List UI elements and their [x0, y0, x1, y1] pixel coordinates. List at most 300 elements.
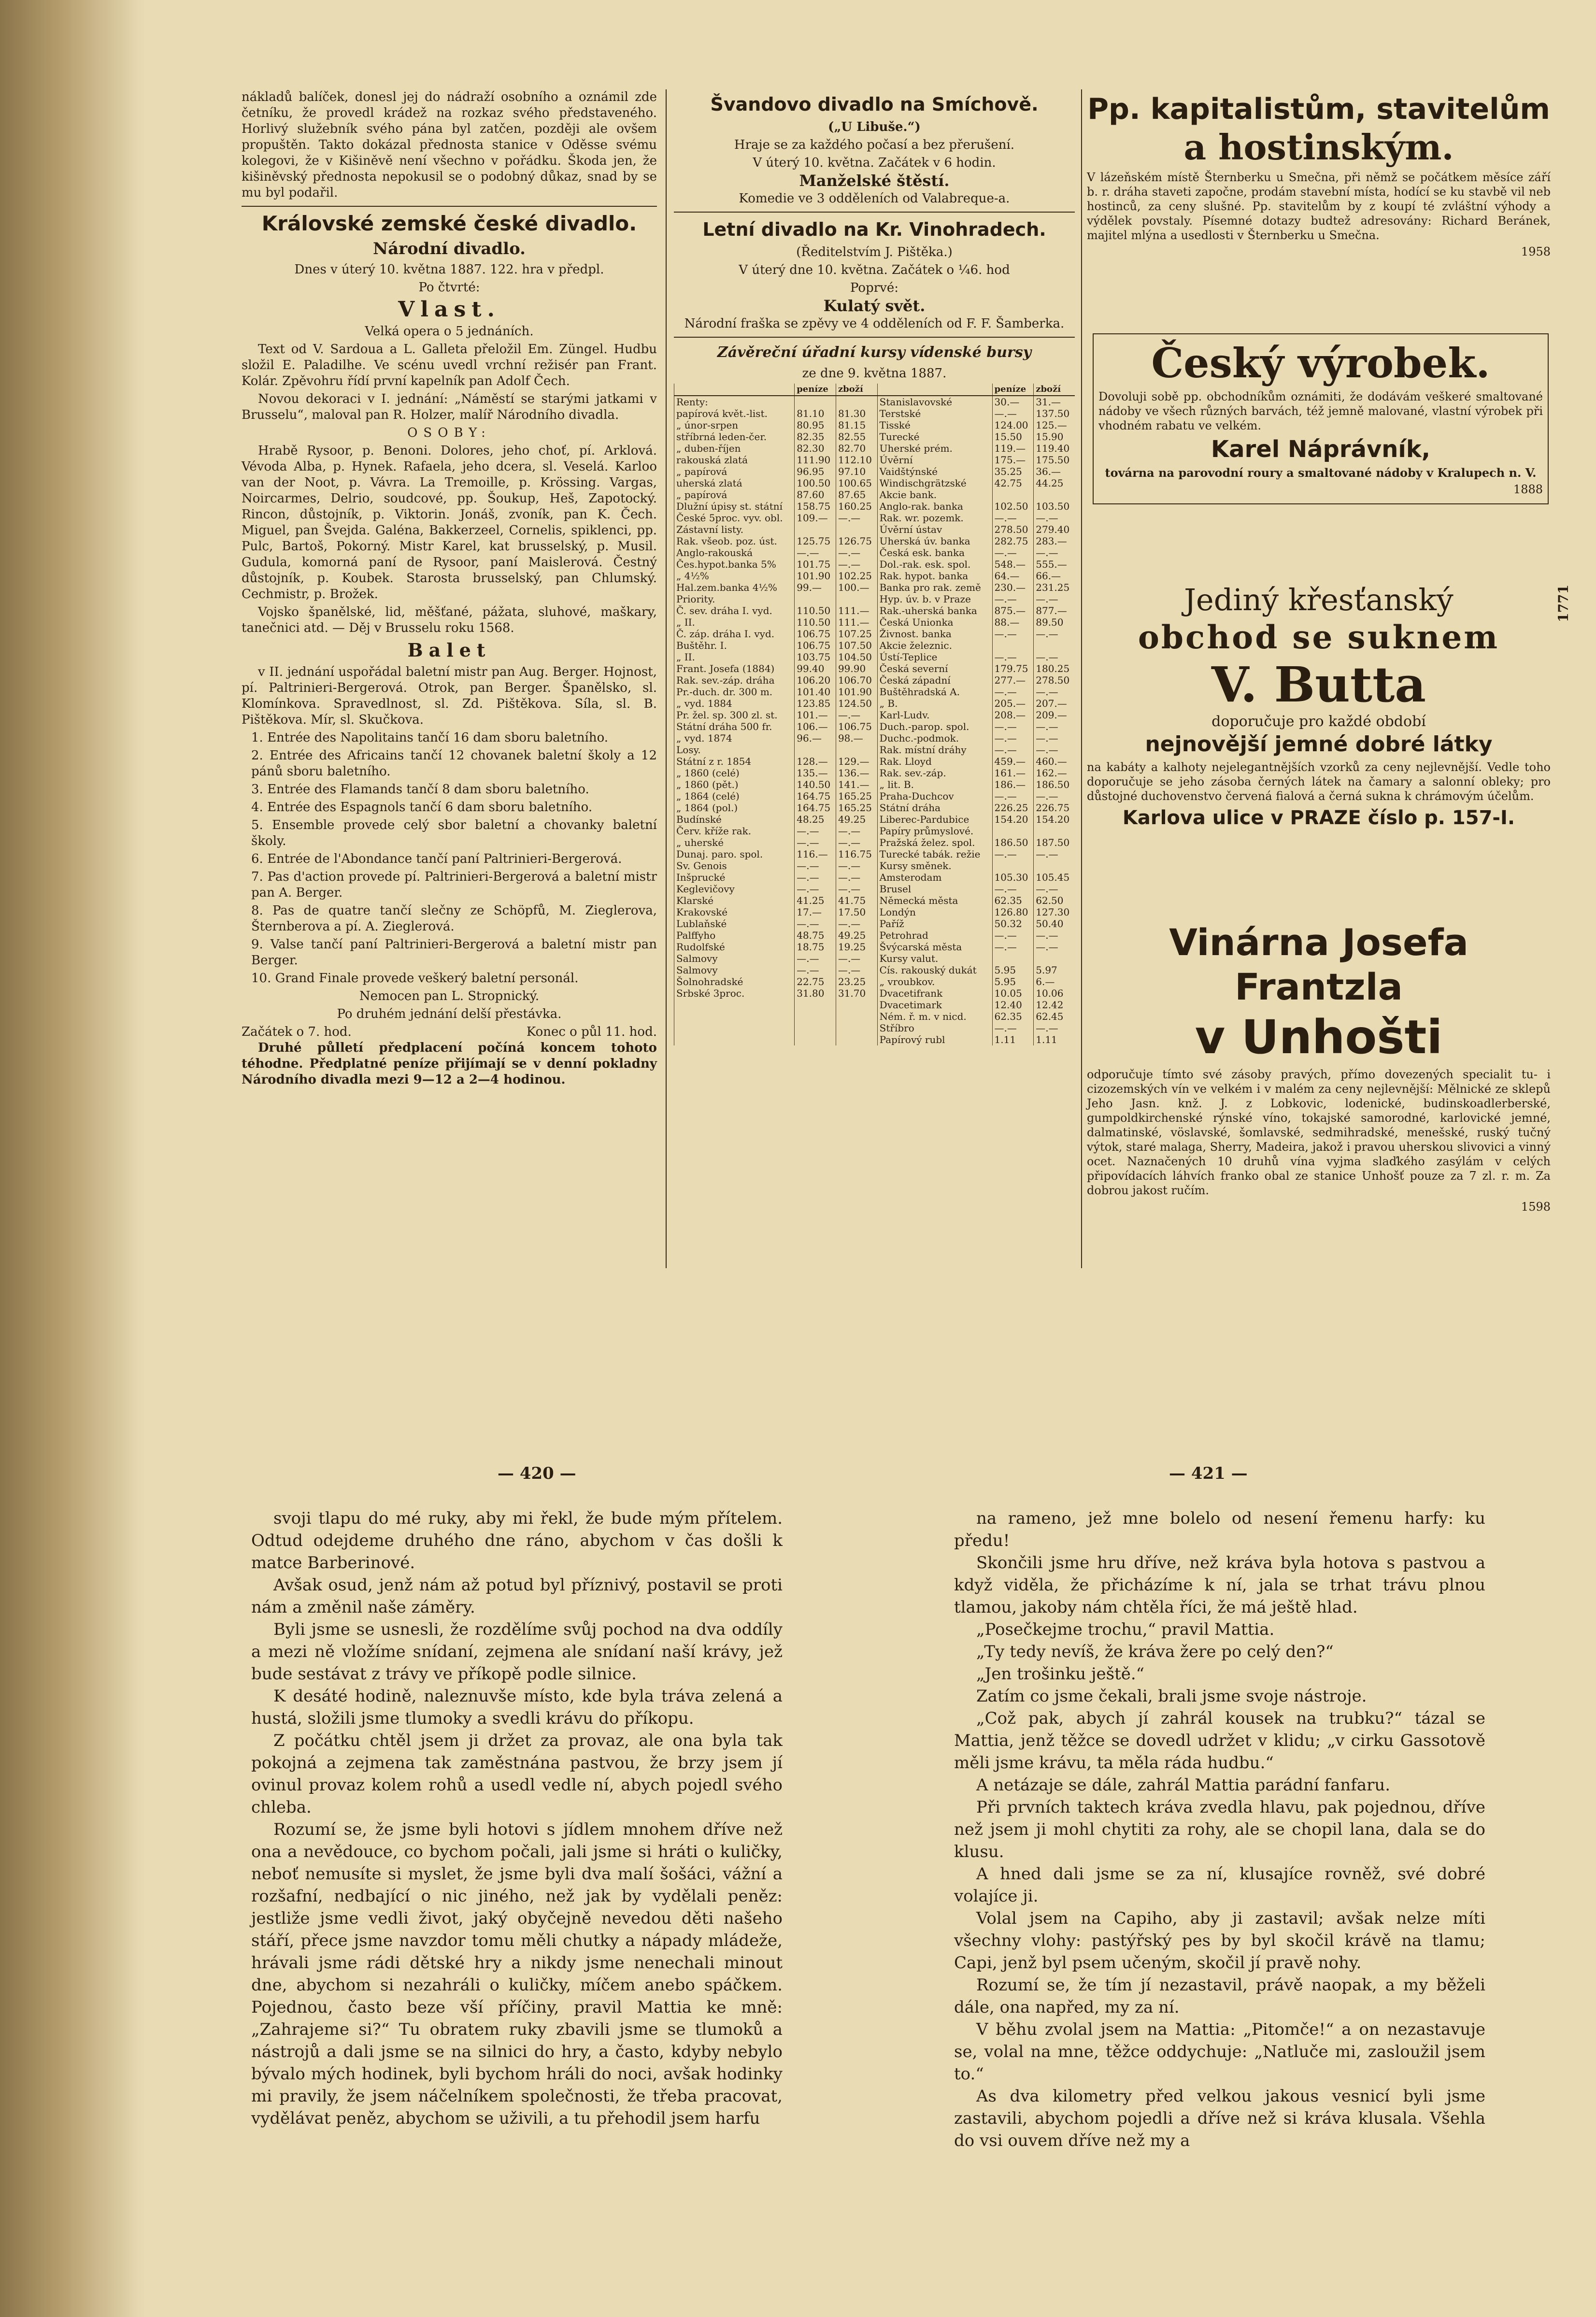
table-cell — [674, 1011, 795, 1022]
table-row — [674, 906, 1075, 918]
table-cell: Palffyho — [674, 930, 795, 941]
table-row — [674, 489, 1075, 501]
table-cell: 82.70 — [836, 443, 877, 454]
table-cell — [795, 744, 836, 756]
table-cell: Duch.-parop. spol. — [877, 721, 992, 732]
table-cell: 17.— — [795, 906, 836, 918]
table-cell: „ 4½% — [674, 570, 795, 582]
table-cell: 123.85 — [795, 698, 836, 709]
table-cell — [836, 744, 877, 756]
table-row — [674, 651, 1075, 663]
table-cell: 106.75 — [836, 721, 877, 732]
table-cell: 186.50 — [1034, 779, 1075, 790]
table-cell: 175.— — [992, 454, 1034, 466]
table-cell: 282.75 — [992, 535, 1034, 547]
table-cell: Keglevičovy — [674, 883, 795, 895]
table-cell: 164.75 — [795, 802, 836, 814]
table-cell: Čes.hypot.banka 5% — [674, 558, 795, 570]
table-cell: Rak.-uherská banka — [877, 605, 992, 616]
table-cell: Česká Unionka — [877, 616, 992, 628]
table-cell: 175.50 — [1034, 454, 1075, 466]
paragraph: Avšak osud, jenž nám až potud byl příznivý, postavil se proti nám a změnil naše záměry. — [251, 1575, 783, 1617]
table-row — [674, 987, 1075, 999]
ad2-factory: továrna na parovodní roury a smaltované nádoby v Kralupech n. V. — [1105, 466, 1537, 480]
table-row — [674, 709, 1075, 721]
table-row — [674, 443, 1075, 454]
table-row — [674, 396, 1075, 408]
table-cell: 111.— — [836, 605, 877, 616]
table-cell: Dlužní úpisy st. státní — [674, 501, 795, 512]
table-cell: Kursy valut. — [877, 953, 992, 964]
table-cell: —.— — [992, 721, 1034, 732]
table-cell: 49.25 — [836, 814, 877, 825]
table-cell: „ 1860 (pět.) — [674, 779, 795, 790]
table-cell: „ II. — [674, 651, 795, 663]
table-cell: —.— — [795, 837, 836, 848]
paragraph: A hned dali jsme se za ní, klusajíce rovněž, své dobré volajíce ji. — [954, 1864, 1485, 1906]
table-cell: 186.50 — [992, 837, 1034, 848]
table-row — [674, 686, 1075, 698]
table-cell: 106.70 — [836, 674, 877, 686]
news-fragment: nákladů balíček, donesl jej do nádraží osobního a oznámil zde četníku, že provedl krádež na rozkaz svého představeného. Horlivý služebník svého pána byl zatčen, později ale ovšem propuštěn. Takto dokázal přednosta stanice v Oděsse svému kolegovi, že v Kišiněvě není všechno v pořádku. Škoda jen, že kišiněvský přednosta nepokusil se o podobný důkaz, snad by se mu byl podařil. — [242, 90, 657, 200]
table-cell: Londýn — [877, 906, 992, 918]
osoby-text: Hrabě Rysoor, p. Benoni. Dolores, jeho choť, pí. Arklová. Vévoda Alba, p. Hynek. Rafaela, jeho dcera, sl. Veselá. Karloo van der Noot, p. Vávra. La Tremoille, p. Krössing. Vargas, Noircarmes, Delrio, soudcové, pp. Šoukup, Heš, Zapotocký. Rincon, důstojník, p. Viktorin. Jonáš, zvoník, pan K. Čech. Miguel, pan Švejda. Galéna, Bakkerzeel, Cornelis, spiklenci, pp. Pulc, Bartoš, Pokorný. Mistr Karel, kat brusselský, p. Musil. Gudula, komorná paní de Rysoor, paní Maislerová. Čestný důstojník, p. Koubek. Starosta brusselský, pan Chlumský. Cechmistr, p. Brožek. — [242, 443, 657, 601]
table-cell: 226.25 — [992, 802, 1034, 814]
table-cell: 279.40 — [1034, 524, 1075, 535]
table-cell: 283.— — [1034, 535, 1075, 547]
table-cell: „ papírová — [674, 489, 795, 501]
table-cell: Paříž — [877, 918, 992, 930]
credits: Text od V. Sardoua a L. Galleta přeložil Em. Züngel. Hudbu složil E. Paladilhe. Ve scénu uvedl vrchní režisér pan Frant. Kolár. Zpěvohru řídí první kapelník pan Adolf Čech. — [242, 342, 657, 388]
table-cell: Losy. — [674, 744, 795, 756]
poprve: Poprvé: — [850, 281, 898, 295]
table-row — [674, 663, 1075, 674]
table-cell: Turecké — [877, 431, 992, 443]
table-cell: Ném. ř. m. v nicd. — [877, 1011, 992, 1022]
table-cell: Česká západní — [877, 674, 992, 686]
table-cell: Duchc.-podmok. — [877, 732, 992, 744]
ad2-text: Dovoluji sobě pp. obchodníkům oznámiti, že dodávám veškeré smaltované nádoby ve všech různých barvách, též jemně malované, vlastní výrobek při vhodném rabatu ve velkém. — [1098, 390, 1543, 432]
table-cell: —.— — [795, 918, 836, 930]
paragraph: Zatím co jsme čekali, brali jsme svoje nástroje. — [976, 1687, 1367, 1706]
zacatek: Začátek o 7. hod. — [242, 1025, 352, 1039]
paragraph: V běhu zvolal jsem na Mattia: „Pitomče!“ a on nezastavuje se, volal na mne, těžce oddychuje: „Natluče mi, zasloužil jsem to.“ — [954, 2020, 1485, 2084]
table-cell: „ 1864 (pol.) — [674, 802, 795, 814]
table-cell: —.— — [992, 941, 1034, 953]
table-cell: 87.65 — [836, 489, 877, 501]
ad4-text: odporučuje tímto své zásoby pravých, přímo dovezených specialit tu- i cizozemských vín ve velkém i v malém za ceny nejlevnější: Mělnické ze sklepů Jeho Jasn. knž. J. z Lobkovic, lodenické, budinskoadlerberské, gumpoldkirchenské rýnské víno, tokajské samorodné, karlovické jemné, dalmatinské, vöslavské, šomlavské, sedmihradské, menešské, ruský tučný výtok, staré malaga, Sherry, Madeira, jakož i pravou uherskou slivovici a vinný ocet. Naznačených 10 druhů vína vyjma slaďkého zasýlám v celých připovídacích láhvích franko obal ze stanice Unhošť pouze za 7 zl. r. m. Za dobrou jakost ručím. — [1087, 1068, 1551, 1197]
table-cell: —.— — [1034, 941, 1075, 953]
times-row — [242, 1024, 657, 1040]
table-cell: Č. záp. dráha I. vyd. — [674, 628, 795, 640]
table-row — [674, 767, 1075, 779]
table-cell: 19.25 — [836, 941, 877, 953]
table-cell: 103.50 — [1034, 501, 1075, 512]
vojsko: Vojsko španělské, lid, měšťané, pážata, sluhové, maškary, tanečnici atd. — Děj v Brusselu roku 1568. — [242, 605, 657, 635]
table-cell: —.— — [992, 883, 1034, 895]
ad4-no: 1598 — [1521, 1200, 1551, 1214]
kursy-title: Závěreční úřadní kursy vídenské bursy — [717, 344, 1032, 361]
table-cell: 278.50 — [1034, 674, 1075, 686]
table-row — [674, 953, 1075, 964]
table-cell: Vaidštýnské — [877, 466, 992, 477]
table-cell: —.— — [795, 964, 836, 976]
table-row — [674, 593, 1075, 605]
table-cell: Rak. sev.-záp. dráha — [674, 674, 795, 686]
table-cell — [992, 860, 1034, 872]
table-cell: Salmovy — [674, 953, 795, 964]
play-title: Vlast. — [398, 297, 500, 322]
table-cell: 460.— — [1034, 756, 1075, 767]
table-cell: 81.30 — [836, 408, 877, 419]
table-row — [674, 570, 1075, 582]
column-rule — [666, 89, 667, 1268]
smichov-play: Manželské štěstí. — [799, 172, 950, 190]
table-cell: 23.25 — [836, 976, 877, 987]
ad3-side-no: 1771 — [1555, 585, 1571, 622]
table-row — [674, 1022, 1075, 1034]
table-cell — [1034, 489, 1075, 501]
smichov-title: Švandovo divadlo na Smíchově. — [710, 94, 1039, 115]
table-cell — [674, 999, 795, 1011]
table-cell: Brusel — [877, 883, 992, 895]
table-cell: —.— — [992, 686, 1034, 698]
table-cell — [795, 999, 836, 1011]
table-row — [674, 883, 1075, 895]
table-cell: 119.— — [992, 443, 1034, 454]
table-cell: „ II. — [674, 616, 795, 628]
smichov-genre: Komedie ve 3 odděleních od Valabreque-a. — [739, 191, 1010, 206]
table-cell: 103.75 — [795, 651, 836, 663]
table-cell: 162.— — [1034, 767, 1075, 779]
table-cell: —.— — [992, 651, 1034, 663]
table-cell — [674, 1034, 795, 1045]
table-cell — [795, 593, 836, 605]
table-cell: —.— — [836, 918, 877, 930]
table-cell: Karl-Ludv. — [877, 709, 992, 721]
table-cell: Cís. rakouský dukát — [877, 964, 992, 976]
table-cell: —.— — [1034, 721, 1075, 732]
table-cell — [836, 1011, 877, 1022]
balet-item: 5. Ensemble provede celý sbor baletní a chovanky baletní školy. — [251, 818, 657, 848]
table-cell: 136.— — [836, 767, 877, 779]
table-cell: stříbrná leden-čer. — [674, 431, 795, 443]
table-row — [674, 941, 1075, 953]
table-row — [674, 790, 1075, 802]
table-cell: Krakovské — [674, 906, 795, 918]
balet-item: 3. Entrée des Flamands tančí 8 dam sboru baletního. — [251, 782, 589, 797]
table-cell: 278.50 — [992, 524, 1034, 535]
ad-cesky-vyrobek — [1093, 333, 1549, 504]
table-cell: Srbské 3proc. — [674, 987, 795, 999]
table-cell: 277.— — [992, 674, 1034, 686]
paragraph: Volal jsem na Capiho, aby ji zastavil; avšak nelze míti všechny vlohy: pastýřský pes by byl skočil krávě na tlamu; Capi, jenž byl psem učeným, skočil jí pravě nohy. — [954, 1909, 1485, 1973]
table-cell — [1034, 953, 1075, 964]
table-cell: 62.35 — [992, 895, 1034, 906]
table-cell — [1034, 860, 1075, 872]
paragraph: Rozumí se, že tím jí nezastavil, právě naopak, a my běželi dále, ona napřed, my za ní. — [954, 1975, 1485, 2017]
table-cell: 104.50 — [836, 651, 877, 663]
theatre-subtitle: Národní divadlo. — [372, 239, 526, 258]
table-cell: —.— — [992, 512, 1034, 524]
table-cell: —.— — [836, 872, 877, 883]
table-cell: 42.75 — [992, 477, 1034, 489]
table-cell: 107.50 — [836, 640, 877, 651]
table-cell: Stříbro — [877, 1022, 992, 1034]
table-row — [674, 872, 1075, 883]
table-cell: —.— — [992, 732, 1034, 744]
table-cell — [836, 1022, 877, 1034]
table-cell: Uherská úv. banka — [877, 535, 992, 547]
table-cell — [795, 1022, 836, 1034]
table-cell: —.— — [992, 790, 1034, 802]
balet-item: 9. Valse tančí paní Paltrinieri-Bergerová a baletní mistr pan Berger. — [251, 937, 657, 968]
table-row — [674, 477, 1075, 489]
table-cell: —.— — [1034, 883, 1075, 895]
table-cell: „ 1864 (celé) — [674, 790, 795, 802]
table-cell: Lublaňské — [674, 918, 795, 930]
table-row — [674, 431, 1075, 443]
table-cell: Turecké tabák. režie — [877, 848, 992, 860]
table-row — [674, 501, 1075, 512]
theatre-title: Královské zemské české divadlo. — [261, 212, 637, 235]
table-cell: 555.— — [1034, 558, 1075, 570]
table-row — [674, 674, 1075, 686]
table-cell: Anglo-rakouská — [674, 547, 795, 558]
table-cell: papírová květ.-list. — [674, 408, 795, 419]
table-cell: 179.75 — [992, 663, 1034, 674]
table-cell: 31.— — [1034, 396, 1075, 408]
table-cell: Akcie bank. — [877, 489, 992, 501]
table-cell: „ papírová — [674, 466, 795, 477]
table-cell: 126.80 — [992, 906, 1034, 918]
table-cell: —.— — [1034, 686, 1075, 698]
ad3-address: Karlova ulice v PRAZE číslo p. 157-I. — [1122, 807, 1515, 829]
table-cell: 106.75 — [795, 628, 836, 640]
smichov-text: Hraje se za každého počasí a bez přerušení. — [734, 138, 1015, 152]
ad1-title2: a hostinským. — [1183, 127, 1454, 168]
table-cell: 99.— — [795, 582, 836, 593]
table-cell: 165.25 — [836, 790, 877, 802]
table-cell: Sv. Genois — [674, 860, 795, 872]
table-cell: 137.50 — [1034, 408, 1075, 419]
table-cell: Salmovy — [674, 964, 795, 976]
table-cell: Úvěrní ústav — [877, 524, 992, 535]
table-cell: České 5proc. vyv. obl. — [674, 512, 795, 524]
table-cell: 5.95 — [992, 964, 1034, 976]
paragraph: Byli jsme se usnesli, že rozdělíme svůj pochod na dva oddíly a mezi ně vložíme snídaní, zejmena ale snídaní naší krávy, jež bude sestávat z trávy ve příkopě podle silnice. — [251, 1620, 783, 1684]
paragraph: „Ty tedy nevíš, že kráva žere po celý den?“ — [976, 1642, 1334, 1661]
table-cell: 31.80 — [795, 987, 836, 999]
table-header-cell — [877, 384, 992, 396]
ad1-text: V lázeňském místě Šternberku u Smečna, při němž se počátkem měsíce září b. r. dráha staveti započne, prodám stavební místa, hodící se ku stavbě vil neb hostinců, za ceny slušné. Pp. stavitelům by z koupí té zvláštní výhody a výdělek povstaly. Písemné dotazy budtež adresovány: Richard Beránek, majitel mlýna a usedlosti v Šternberku u Smečna. — [1087, 171, 1551, 242]
table-cell — [1034, 825, 1075, 837]
table-cell: 110.50 — [795, 616, 836, 628]
table-cell: 62.45 — [1034, 1011, 1075, 1022]
table-header-cell: zboží — [836, 384, 877, 396]
divider — [242, 206, 657, 207]
paragraph: Skončili jsme hru dříve, než kráva byla hotova s pastvou a když viděla, že přicházíme k ní, jala se trhat trávu plnou tlamou, jakoby nám chtěla říci, že má ještě hlad. — [954, 1553, 1485, 1617]
ad3-line1: Jediný křesťanský — [1184, 582, 1454, 617]
table-cell: 48.75 — [795, 930, 836, 941]
table-cell: Rudolfské — [674, 941, 795, 953]
table-cell: 161.— — [992, 767, 1034, 779]
column-rule — [1081, 89, 1082, 1268]
ad4-title1: Vinárna Josefa Frantzla — [1169, 921, 1468, 1008]
table-cell: 124.50 — [836, 698, 877, 709]
table-cell: —.— — [836, 837, 877, 848]
table-cell: Banka pro rak. země — [877, 582, 992, 593]
vinohrady-play: Kulatý svět. — [823, 297, 926, 315]
table-cell: Budínské — [674, 814, 795, 825]
table-cell: 22.75 — [795, 976, 836, 987]
table-row — [674, 732, 1075, 744]
right-body-text — [954, 1507, 1485, 2152]
table-row — [674, 976, 1075, 987]
ad2-name: Karel Náprávník, — [1211, 436, 1431, 463]
nemocen: Nemocen pan L. Stropnický. — [359, 989, 540, 1003]
table-cell: 548.— — [992, 558, 1034, 570]
decoration: Novou dekoraci v I. jednání: „Náměstí se starými jatkami v Brusselu“, maloval pan R. Holzer, malíř Národního divadla. — [242, 392, 657, 422]
table-row — [674, 744, 1075, 756]
table-row — [674, 1034, 1075, 1045]
table-cell: Renty: — [674, 396, 795, 408]
table-cell: —.— — [795, 825, 836, 837]
table-cell: „ únor-srpen — [674, 419, 795, 431]
table-cell: 124.00 — [992, 419, 1034, 431]
table-cell: Petrohrad — [877, 930, 992, 941]
table-cell — [795, 1034, 836, 1045]
table-cell: Inšprucké — [674, 872, 795, 883]
table-cell: Frant. Josefa (1884) — [674, 663, 795, 674]
table-row — [674, 547, 1075, 558]
table-cell: Dol.-rak. esk. spol. — [877, 558, 992, 570]
table-cell: Buštěhr. I. — [674, 640, 795, 651]
table-cell: —.— — [992, 744, 1034, 756]
table-cell: —.— — [836, 825, 877, 837]
table-row — [674, 825, 1075, 837]
table-cell: Dvacetimark — [877, 999, 992, 1011]
table-cell — [795, 396, 836, 408]
table-row — [674, 918, 1075, 930]
table-cell: 230.— — [992, 582, 1034, 593]
table-cell: 165.25 — [836, 802, 877, 814]
table-cell: Úvěrní — [877, 454, 992, 466]
paragraph: „Posečkejme trochu,“ pravil Mattia. — [976, 1620, 1275, 1639]
table-cell: 99.40 — [795, 663, 836, 674]
predplaceni: Druhé půlletí předplacení počíná koncem tohoto téhodne. Předplatné peníze přijímají se v denní pokladny Národního divadla mezi 9—12 a 2—4 hodinou. — [242, 1041, 657, 1087]
paragraph: svoji tlapu do mé ruky, aby mi řekl, že bude mým přítelem. Odtud odejdeme druhého dne ráno, abychom v čas došli k matce Barberinové. — [251, 1509, 783, 1573]
table-cell: 1.11 — [992, 1034, 1034, 1045]
osoby-head: OSOBY: — [407, 426, 491, 440]
table-cell: Státní dráha 500 fr. — [674, 721, 795, 732]
table-cell: 62.35 — [992, 1011, 1034, 1022]
table-cell: „ vyd. 1874 — [674, 732, 795, 744]
table-cell: rakouská zlatá — [674, 454, 795, 466]
balet-item: 4. Entrée des Espagnols tančí 6 dam sboru baletního. — [251, 800, 593, 815]
divider — [674, 212, 1075, 213]
konec: Konec o půl 11. hod. — [526, 1025, 657, 1039]
table-row — [674, 698, 1075, 709]
table-row — [674, 964, 1075, 976]
table-cell: 81.15 — [836, 419, 877, 431]
table-cell: 127.30 — [1034, 906, 1075, 918]
table-cell: 106.20 — [795, 674, 836, 686]
table-cell: 82.55 — [836, 431, 877, 443]
table-cell: 89.50 — [1034, 616, 1075, 628]
paragraph: Při prvních taktech kráva zvedla hlavu, pak pojednou, dříve než jsem ji mohl chytiti za rohy, ale se chopil lana, dala se do klusu. — [954, 1798, 1485, 1861]
table-cell: —.— — [1034, 1022, 1075, 1034]
table-cell: 116.— — [795, 848, 836, 860]
table-cell: 102.50 — [992, 501, 1034, 512]
table-cell: Zástavní listy. — [674, 524, 795, 535]
table-cell: 41.25 — [795, 895, 836, 906]
table-cell: —.— — [836, 512, 877, 524]
table-row — [674, 408, 1075, 419]
play-genre: Velká opera o 5 jednáních. — [365, 324, 534, 339]
table-cell: 208.— — [992, 709, 1034, 721]
balet-item: 1. Entrée des Napolitains tančí 16 dam sboru baletního. — [251, 730, 609, 745]
table-cell — [992, 640, 1034, 651]
table-cell: Rak. Lloyd — [877, 756, 992, 767]
table-cell: 158.75 — [795, 501, 836, 512]
table-cell: 48.25 — [795, 814, 836, 825]
table-row — [674, 895, 1075, 906]
table-cell — [795, 524, 836, 535]
table-cell: 112.10 — [836, 454, 877, 466]
table-cell: Pr.-duch. dr. 300 m. — [674, 686, 795, 698]
table-cell: 126.75 — [836, 535, 877, 547]
ad1-title1: Pp. kapitalistům, stavitelům — [1087, 92, 1550, 126]
table-cell: —.— — [1034, 651, 1075, 663]
table-cell: Pražská želez. spol. — [877, 837, 992, 848]
left-col-2 — [674, 89, 1075, 1045]
left-body-text — [251, 1507, 783, 2130]
table-row — [674, 419, 1075, 431]
table-cell: —.— — [795, 860, 836, 872]
table-cell: —.— — [1034, 848, 1075, 860]
paragraph: K desáté hodině, naleznuvše místo, kde byla tráva zelená a hustá, složili jsme tlumoky a svedli krávu do příkopu. — [251, 1687, 783, 1728]
table-cell: 80.95 — [795, 419, 836, 431]
table-cell: 82.35 — [795, 431, 836, 443]
table-cell: 186.— — [992, 779, 1034, 790]
paragraph: Rozumí se, že jsme byli hotovi s jídlem mnohem dříve než ona a nevědouce, co bychom počali, jali jsme si hráti o kuličky, neboť nemusíte si myslet, že jsme byli dva malí šošáci, vážní a rozšafní, nedbající o nic jiného, než jak by vydělali peněz: jestliže jsme vedli život, jaký obyčejně nevedou děti našeho stáří, přece jsme navzdor tomu měli chutky a nápady mládeže, hrávali jsme rádi dětské hry a nikdy jsme nenechali minout dne, abychom si nezahráli o kuličky, míčem anebo spáčkem. Pojednou, často beze vší příčiny, pravil Mattia ke mně: „Zahrajeme si?“ Tu obratem ruky zbavili jsme se tlumoků a nástrojů a dali jsme se na silnici do hry, a často, kdyby nebylo bývalo mých hodinek, byli bychom hráli do noci, avšak hodinky mi pravily, že jsem náčelníkem společnosti, že třeba pracovat, vydělávat peněz, abychom se uživili, a tu přehodil jsem harfu — [251, 1820, 783, 2128]
table-row — [674, 524, 1075, 535]
table-cell: —.— — [992, 848, 1034, 860]
table-cell: —.— — [836, 953, 877, 964]
table-cell: 111.— — [836, 616, 877, 628]
ad3-line4: nejnovější jemné dobré látky — [1145, 732, 1493, 757]
table-cell: 17.50 — [836, 906, 877, 918]
table-cell: Rak. wr. pozemk. — [877, 512, 992, 524]
table-cell: Hal.zem.banka 4½% — [674, 582, 795, 593]
kursy-date: ze dne 9. května 1887. — [802, 366, 947, 381]
balet-list — [242, 730, 657, 987]
table-cell: 100.— — [836, 582, 877, 593]
table-cell: „ uherské — [674, 837, 795, 848]
table-row — [674, 860, 1075, 872]
table-cell: 36.— — [1034, 466, 1075, 477]
table-row — [674, 582, 1075, 593]
table-cell: Papíry průmyslové. — [877, 825, 992, 837]
table-cell: 12.42 — [1034, 999, 1075, 1011]
table-cell: uherská zlatá — [674, 477, 795, 489]
ad2-title: Český výrobek. — [1151, 339, 1490, 387]
table-cell: 101.90 — [795, 570, 836, 582]
table-cell: 31.70 — [836, 987, 877, 999]
table-cell: 88.— — [992, 616, 1034, 628]
table-cell: 119.40 — [1034, 443, 1075, 454]
